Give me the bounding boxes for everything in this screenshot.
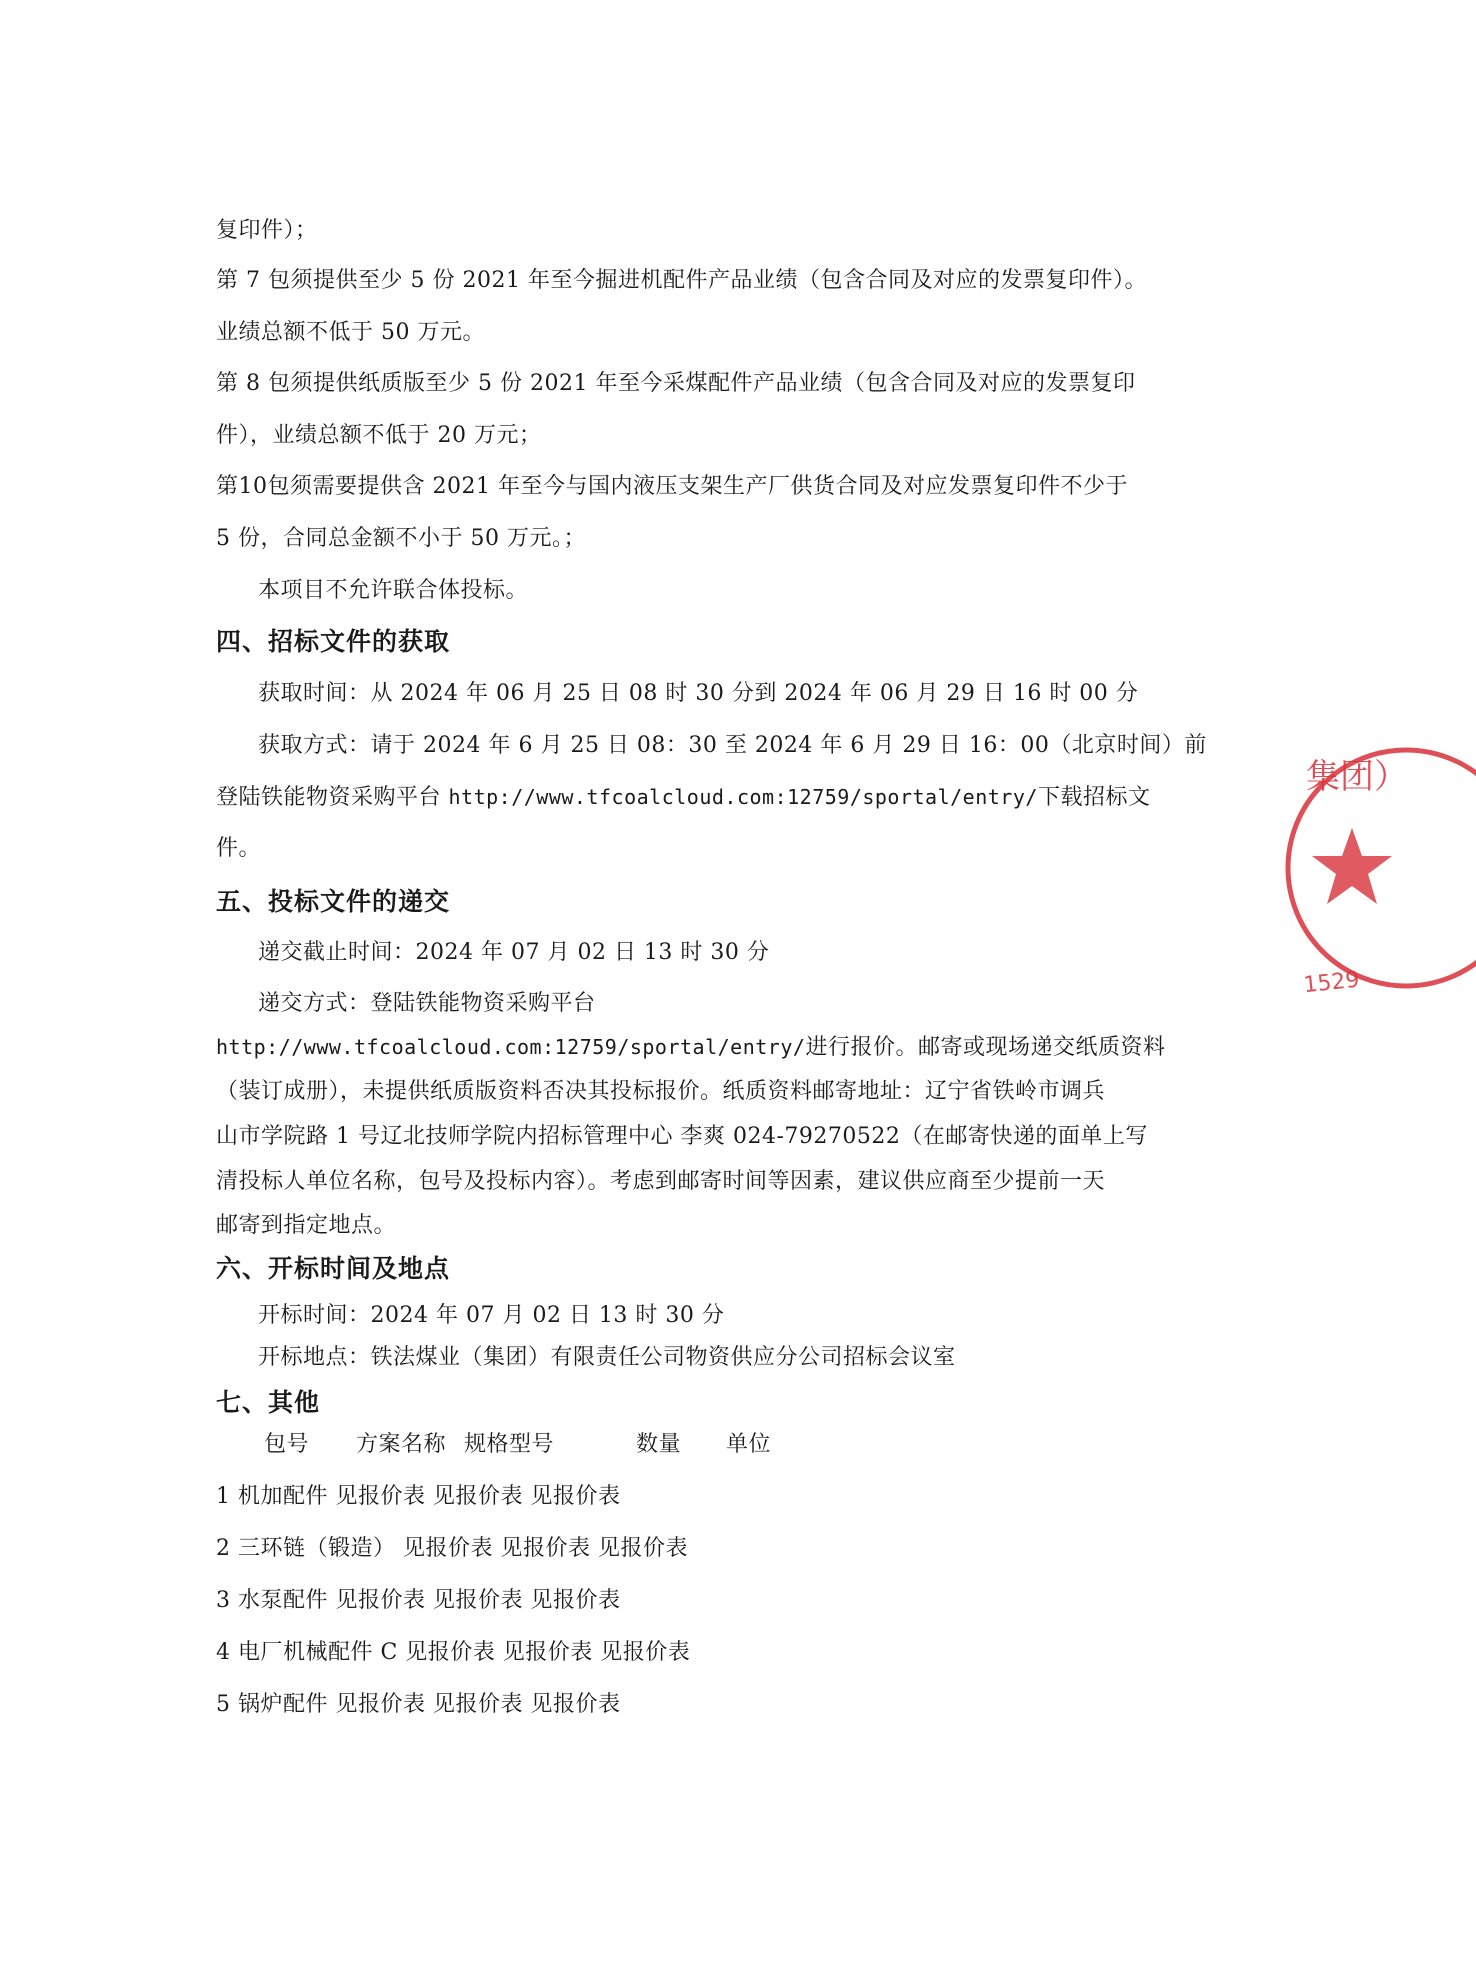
body-line: 业绩总额不低于 50 万元。: [216, 320, 485, 345]
submit-method-line3: （装订成册），未提供纸质版资料否决其投标报价。纸质资料邮寄地址：辽宁省铁岭市调兵: [216, 1079, 1106, 1104]
submit-text: 进行报价。邮寄或现场递交纸质资料: [805, 1035, 1166, 1060]
table-row: 4 电厂机械配件 C 见报价表 见报价表 见报价表: [216, 1640, 691, 1665]
mail-address: 山市学院路 1 号辽北技师学院内招标管理中心 李爽 024-79270522（在邮寄快递的面单上写: [216, 1124, 1148, 1149]
body-line: 第 8 包须提供纸质版至少 5 份 2021 年至今采煤配件产品业绩（包含合同及对应的发票复印: [216, 371, 1136, 396]
submit-method: 递交方式：登陆铁能物资采购平台: [258, 991, 596, 1016]
table-row: 3 水泵配件 见报价表 见报价表 见报价表: [216, 1588, 621, 1613]
platform-url-link[interactable]: http://www.tfcoalcloud.com:12759/sportal/entry/: [448, 785, 1038, 809]
acquire-time: 获取时间：从 2024 年 06 月 25 日 08 时 30 分到 2024 年 06 月 29 日 16 时 00 分: [258, 681, 1139, 706]
column-header: 数量: [636, 1432, 682, 1457]
seal-graphic: [1296, 728, 1476, 1018]
acquire-method-line2: [216, 782, 1151, 813]
seal-number: 1529: [1302, 967, 1361, 999]
seal-text: 集团）: [1306, 757, 1408, 797]
section-heading-6: 六、开标时间及地点: [216, 1254, 451, 1283]
joint-bid-note: 本项目不允许联合体投标。: [258, 578, 529, 603]
submit-method-line2: [216, 1032, 1166, 1063]
body-line: 复印件）；: [216, 218, 318, 243]
submit-deadline: 递交截止时间：2024 年 07 月 02 日 13 时 30 分: [258, 940, 770, 965]
platform-label: 登陆铁能物资采购平台: [216, 785, 449, 810]
column-header: 包号: [264, 1432, 310, 1457]
table-row: 2 三环链（锻造） 见报价表 见报价表 见报价表: [216, 1536, 688, 1561]
mail-note: 清投标人单位名称，包号及投标内容）。考虑到邮寄时间等因素，建议供应商至少提前一天: [216, 1169, 1106, 1194]
acquire-method: 获取方式：请于 2024 年 6 月 25 日 08：30 至 2024 年 6 月 29 日 16：00（北京时间）前: [258, 733, 1207, 758]
table-row: 5 锅炉配件 见报价表 见报价表 见报价表: [216, 1692, 621, 1717]
body-line: 5 份，合同总金额不小于 50 万元。；: [216, 526, 586, 551]
submit-url-link[interactable]: http://www.tfcoalcloud.com:12759/sportal/entry/: [216, 1035, 806, 1059]
body-line: 件），业绩总额不低于 20 万元；: [216, 423, 542, 448]
body-line: 第10包须需要提供含 2021 年至今与国内液压支架生产厂供货合同及对应发票复印件不少于: [216, 474, 1128, 499]
section-heading-4: 四、招标文件的获取: [216, 627, 451, 656]
opening-time: 开标时间：2024 年 07 月 02 日 13 时 30 分: [258, 1303, 725, 1328]
column-header: 单位: [726, 1432, 772, 1457]
body-line: 第 7 包须提供至少 5 份 2021 年至今掘进机配件产品业绩（包含合同及对应的发票复印件）。: [216, 268, 1147, 293]
column-header: 规格型号: [464, 1432, 555, 1457]
section-heading-5: 五、投标文件的递交: [216, 887, 451, 916]
download-text: 下载招标文: [1037, 785, 1151, 810]
seal-star-icon: [1312, 828, 1392, 904]
acquire-method-line3: 件。: [216, 836, 262, 861]
table-row: 1 机加配件 见报价表 见报价表 见报价表: [216, 1484, 621, 1509]
column-header: 方案名称: [356, 1432, 447, 1457]
opening-place: 开标地点：铁法煤业（集团）有限责任公司物资供应分公司招标会议室: [258, 1345, 956, 1370]
mail-note-end: 邮寄到指定地点。: [216, 1213, 397, 1238]
section-heading-7: 七、其他: [216, 1388, 321, 1417]
official-seal: [1296, 728, 1408, 1018]
